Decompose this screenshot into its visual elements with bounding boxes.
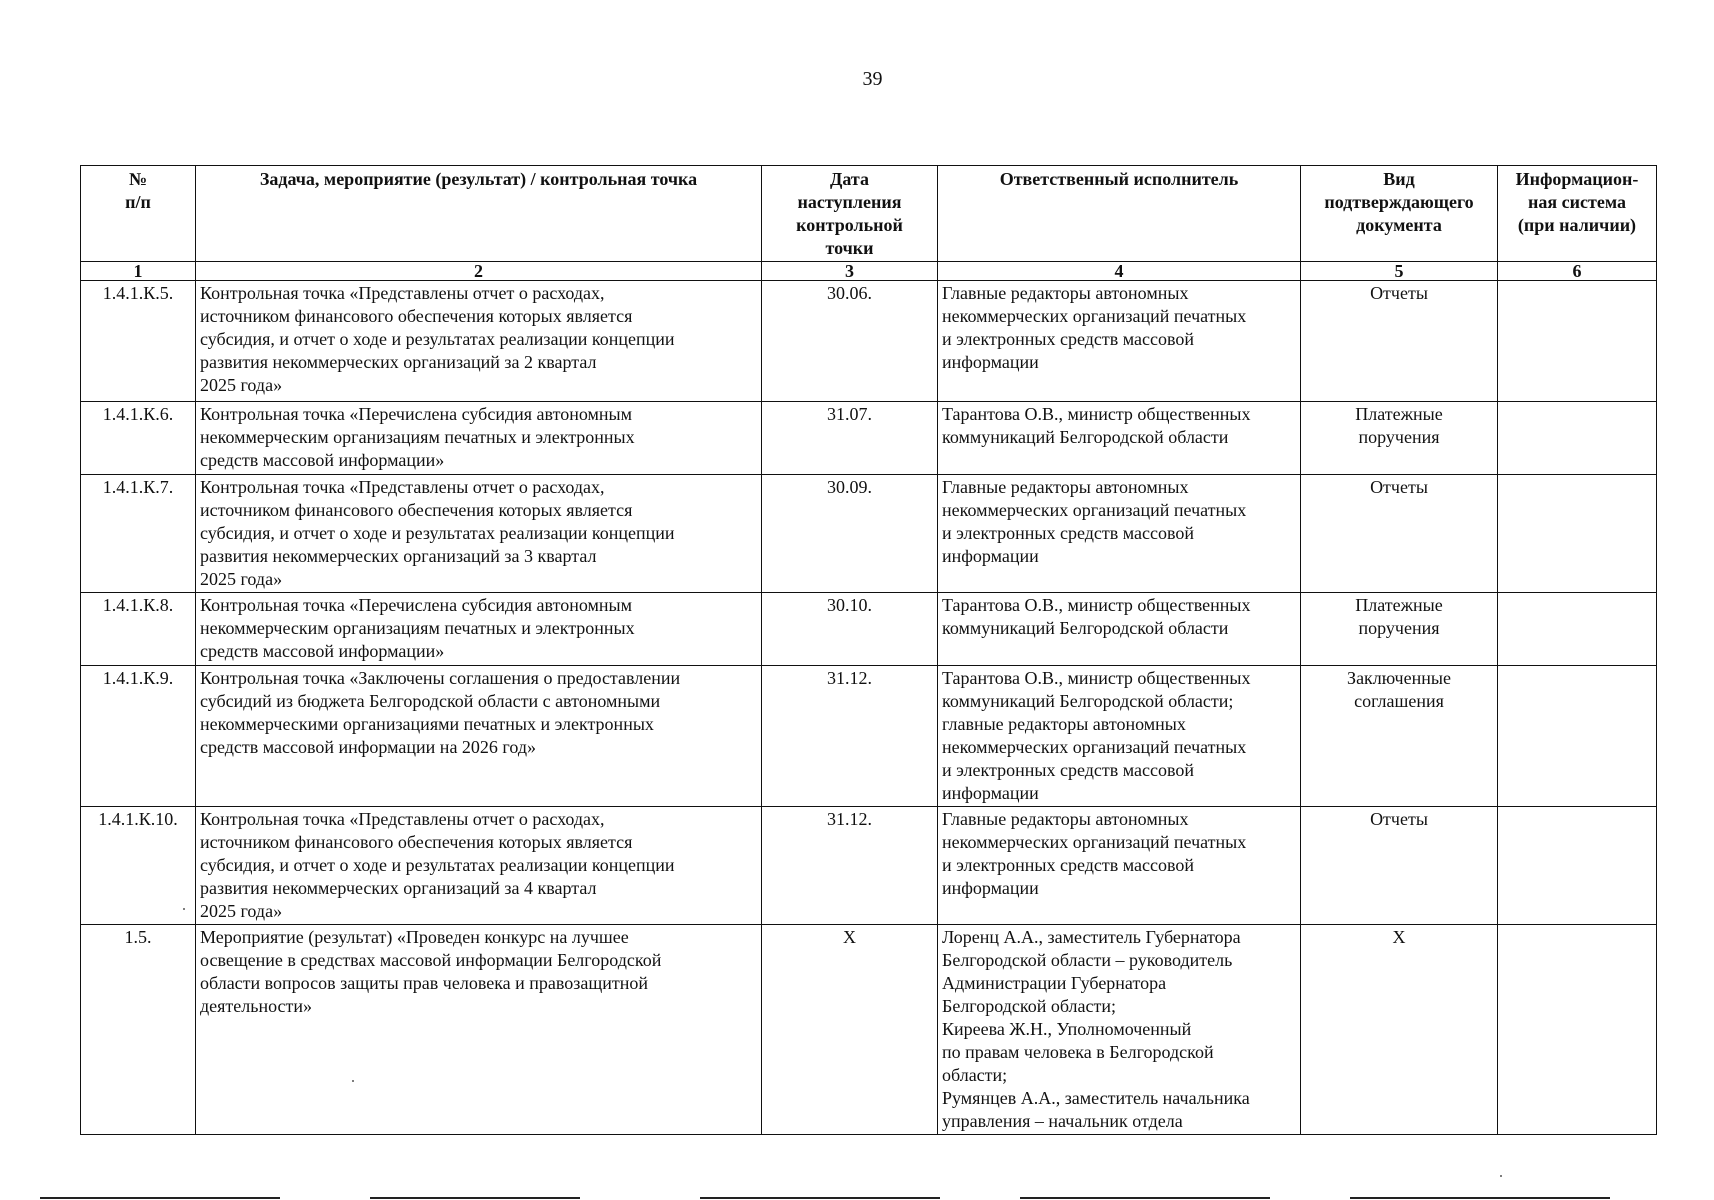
row-info-system (1498, 402, 1657, 475)
row-task-line: субсидия, и отчет о ходе и результатах реализации концепции (200, 329, 675, 349)
row-responsible-line: Киреева Ж.Н., Уполномоченный (942, 1019, 1192, 1039)
header-info-system (1498, 166, 1657, 262)
row-task-line: Контрольная точка «Представлены отчет о расходах, (200, 809, 605, 829)
row-task-line: субсидия, и отчет о ходе и результатах реализации концепции (200, 523, 675, 543)
scan-artifact (370, 1197, 580, 1199)
row-responsible-line: Белгородской области; (942, 996, 1117, 1016)
row-document-type-line: Отчеты (1370, 477, 1428, 497)
header-line: наступления (797, 192, 902, 212)
row-task-line: источником финансового обеспечения которых является (200, 832, 633, 852)
row-number: 1.4.1.К.5. (81, 281, 196, 402)
header-task (196, 166, 762, 262)
header-line: подтверждающего (1324, 192, 1474, 212)
header-line: Информацион- (1515, 169, 1639, 189)
row-task-line: деятельности» (200, 996, 313, 1016)
row-task-line: освещение в средствах массовой информации Белгородской (200, 950, 662, 970)
row-task-line: субсидия, и отчет о ходе и результатах реализации концепции (200, 855, 675, 875)
row-responsible-line: некоммерческих организаций печатных (942, 306, 1247, 326)
row-responsible-line: некоммерческих организаций печатных (942, 737, 1247, 757)
row-responsible-line: Главные редакторы автономных (942, 809, 1189, 829)
row-responsible-line: коммуникаций Белгородской области (942, 618, 1229, 638)
header-date (762, 166, 938, 262)
row-document-type (1301, 281, 1498, 402)
row-date: 30.06. (762, 281, 938, 402)
row-task-line: Контрольная точка «Перечислена субсидия автономным (200, 595, 632, 615)
row-task-line: субсидий из бюджета Белгородской области с автономными (200, 691, 661, 711)
row-responsible-line: Тарантова О.В., министр общественных (942, 595, 1251, 615)
row-responsible (938, 807, 1301, 925)
row-responsible-line: коммуникаций Белгородской области (942, 427, 1229, 447)
row-responsible (938, 666, 1301, 807)
row-responsible-line: и электронных средств массовой (942, 329, 1194, 349)
row-responsible (938, 402, 1301, 475)
header-line: контрольной (796, 215, 903, 235)
column-number: 6 (1498, 262, 1657, 281)
header-line: Дата (830, 169, 869, 189)
row-task-line: некоммерческим организациям печатных и электронных (200, 427, 635, 447)
table-row (81, 925, 1657, 1135)
table-row (81, 807, 1657, 925)
header-line: точки (825, 238, 874, 258)
row-responsible-line: и электронных средств массовой (942, 760, 1194, 780)
row-document-type-line: Х (1392, 927, 1406, 947)
row-document-type (1301, 475, 1498, 593)
table-row (81, 281, 1657, 402)
row-document-type-line: Платежные (1355, 595, 1443, 615)
row-task-line: источником финансового обеспечения которых является (200, 500, 633, 520)
row-responsible (938, 925, 1301, 1135)
row-responsible-line: Главные редакторы автономных (942, 283, 1189, 303)
header-row (81, 166, 1657, 262)
row-document-type (1301, 807, 1498, 925)
row-info-system (1498, 666, 1657, 807)
row-document-type-line: соглашения (1354, 691, 1444, 711)
row-document-type-line: Отчеты (1370, 283, 1428, 303)
row-document-type-line: поручения (1358, 618, 1440, 638)
row-responsible-line: и электронных средств массовой (942, 523, 1194, 543)
scan-speck (1500, 1175, 1502, 1177)
row-responsible (938, 475, 1301, 593)
row-task-line: некоммерческими организациями печатных и электронных (200, 714, 654, 734)
row-responsible-line: Администрации Губернатора (942, 973, 1167, 993)
row-number: 1.4.1.К.10. (81, 807, 196, 925)
header-line: (при наличии) (1517, 215, 1637, 235)
row-task-line: средств массовой информации» (200, 450, 445, 470)
scan-speck (183, 908, 185, 910)
header-line: № (128, 169, 148, 189)
row-date: 31.12. (762, 807, 938, 925)
table-row (81, 402, 1657, 475)
row-info-system (1498, 281, 1657, 402)
row-date: 30.09. (762, 475, 938, 593)
row-task (196, 666, 762, 807)
scan-artifact (1020, 1197, 1270, 1199)
column-number: 5 (1301, 262, 1498, 281)
row-info-system (1498, 925, 1657, 1135)
row-responsible-line: Тарантова О.В., министр общественных (942, 404, 1251, 424)
header-responsible (938, 166, 1301, 262)
row-task-line: Мероприятие (результат) «Проведен конкурс на лучшее (200, 927, 629, 947)
row-responsible-line: информации (942, 546, 1039, 566)
header-line: документа (1356, 215, 1442, 235)
scan-artifact (40, 1197, 280, 1199)
row-date: 31.12. (762, 666, 938, 807)
row-responsible (938, 593, 1301, 666)
row-date: 31.07. (762, 402, 938, 475)
header-line: п/п (125, 192, 151, 212)
page-number: 39 (862, 68, 883, 90)
header-document-type (1301, 166, 1498, 262)
header-line: Ответственный исполнитель (999, 169, 1239, 189)
row-responsible-line: и электронных средств массовой (942, 855, 1194, 875)
column-number-row (81, 262, 1657, 281)
table-row (81, 475, 1657, 593)
row-responsible-line: Главные редакторы автономных (942, 477, 1189, 497)
row-task-line: развития некоммерческих организаций за 4 квартал (200, 878, 597, 898)
row-number: 1.4.1.К.6. (81, 402, 196, 475)
row-task-line: Контрольная точка «Перечислена субсидия автономным (200, 404, 632, 424)
row-responsible-line: управления – начальник отдела (942, 1111, 1183, 1131)
row-number: 1.5. (81, 925, 196, 1135)
row-task (196, 402, 762, 475)
row-task-line: 2025 года» (200, 901, 283, 921)
row-document-type-line: Платежные (1355, 404, 1443, 424)
row-responsible (938, 281, 1301, 402)
column-number: 2 (196, 262, 762, 281)
row-task-line: Контрольная точка «Представлены отчет о расходах, (200, 283, 605, 303)
row-task-line: Контрольная точка «Представлены отчет о расходах, (200, 477, 605, 497)
scan-artifact (700, 1197, 940, 1199)
row-document-type-line: поручения (1358, 427, 1440, 447)
row-info-system (1498, 807, 1657, 925)
row-number: 1.4.1.К.9. (81, 666, 196, 807)
row-responsible-line: информации (942, 783, 1039, 803)
row-responsible-line: Тарантова О.В., министр общественных (942, 668, 1251, 688)
row-document-type (1301, 925, 1498, 1135)
header-line: Задача, мероприятие (результат) / контрольная точка (259, 169, 698, 189)
row-document-type-line: Отчеты (1370, 809, 1428, 829)
row-responsible-line: информации (942, 352, 1039, 372)
row-document-type (1301, 402, 1498, 475)
row-document-type-line: Заключенные (1347, 668, 1451, 688)
row-responsible-line: по правам человека в Белгородской (942, 1042, 1214, 1062)
row-responsible-line: информации (942, 878, 1039, 898)
column-number: 4 (938, 262, 1301, 281)
row-date: 30.10. (762, 593, 938, 666)
row-task-line: области вопросов защиты прав человека и правозащитной (200, 973, 649, 993)
column-number: 1 (81, 262, 196, 281)
row-task-line: средств массовой информации» (200, 641, 445, 661)
row-date: Х (762, 925, 938, 1135)
row-info-system (1498, 593, 1657, 666)
row-task-line: средств массовой информации на 2026 год» (200, 737, 537, 757)
row-task-line: 2025 года» (200, 569, 283, 589)
row-number: 1.4.1.К.8. (81, 593, 196, 666)
row-task-line: развития некоммерческих организаций за 3 квартал (200, 546, 597, 566)
header-number (81, 166, 196, 262)
scan-speck (352, 1080, 354, 1082)
row-responsible-line: Лоренц А.А., заместитель Губернатора (942, 927, 1241, 947)
row-document-type (1301, 666, 1498, 807)
row-task-line: 2025 года» (200, 375, 283, 395)
row-task (196, 925, 762, 1135)
row-task-line: источником финансового обеспечения которых является (200, 306, 633, 326)
row-responsible-line: Румянцев А.А., заместитель начальника (942, 1088, 1250, 1108)
row-info-system (1498, 475, 1657, 593)
header-line: Вид (1383, 169, 1415, 189)
row-responsible-line: некоммерческих организаций печатных (942, 832, 1247, 852)
row-responsible-line: некоммерческих организаций печатных (942, 500, 1247, 520)
row-responsible-line: Белгородской области – руководитель (942, 950, 1233, 970)
column-number: 3 (762, 262, 938, 281)
header-line: ная система (1528, 192, 1626, 212)
row-task (196, 281, 762, 402)
row-task (196, 475, 762, 593)
control-points-table (80, 165, 1657, 1135)
row-responsible-line: коммуникаций Белгородской области; (942, 691, 1234, 711)
row-task (196, 807, 762, 925)
row-responsible-line: области; (942, 1065, 1008, 1085)
row-task (196, 593, 762, 666)
row-task-line: Контрольная точка «Заключены соглашения о предоставлении (200, 668, 681, 688)
row-number: 1.4.1.К.7. (81, 475, 196, 593)
row-responsible-line: главные редакторы автономных (942, 714, 1186, 734)
table-row (81, 593, 1657, 666)
scan-artifact (1350, 1197, 1610, 1199)
table-row (81, 666, 1657, 807)
row-task-line: некоммерческим организациям печатных и электронных (200, 618, 635, 638)
row-document-type (1301, 593, 1498, 666)
row-task-line: развития некоммерческих организаций за 2 квартал (200, 352, 597, 372)
